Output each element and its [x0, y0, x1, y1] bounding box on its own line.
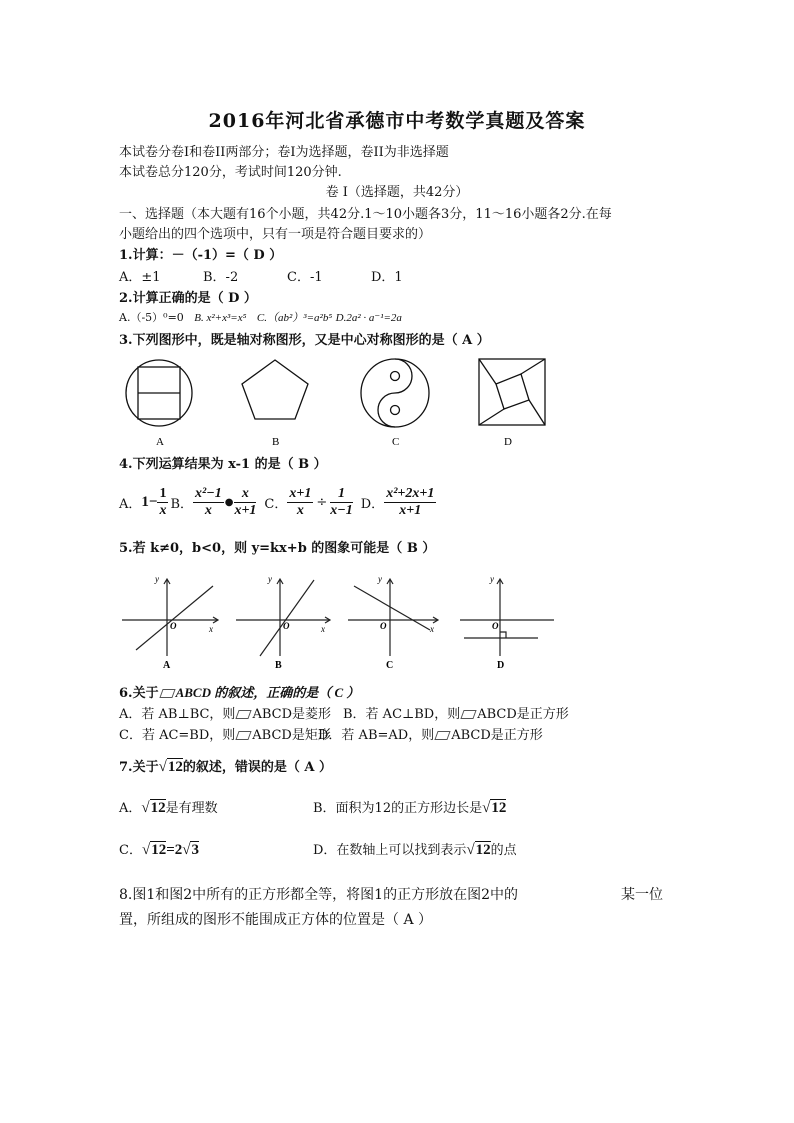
q6-option-c: C．若 AC=BD，则 ABCD是矩形	[119, 728, 331, 743]
q4-option-b-label: B．	[170, 496, 194, 512]
q7-option-c: C．√12=2√3	[119, 842, 199, 858]
q3-label-b: B	[272, 436, 280, 448]
q2-option-d: D.2a² · a⁻¹=2a	[335, 312, 402, 324]
q4-stem: 4.下列运算结果为 x-1 的是（ B ）	[119, 457, 327, 472]
q7-option-b: B．面积为12的正方形边长是√12	[313, 800, 507, 816]
parallelogram-icon	[159, 689, 175, 698]
q2-option-c: C.（ab²）³=a²b⁵	[256, 312, 333, 324]
q4-option-c-frac2: $\frac{1}{x-1}$	[330, 485, 353, 518]
parallelogram-icon	[461, 710, 477, 719]
sqrt-icon: √3	[182, 842, 199, 858]
q7-option-d: D．在数轴上可以找到表示√12的点	[313, 842, 517, 858]
q1-option-c: C．-1	[287, 270, 323, 285]
q5-label-c: C	[386, 660, 394, 671]
q2-option-b: B. x²+x³=x⁵	[194, 312, 247, 324]
q5-graph-b-x: x	[321, 624, 325, 634]
q4-option-c-frac1: $\frac{x+1}{x}$	[289, 485, 312, 518]
q5-graph-c	[348, 579, 438, 656]
q5-stem: 5.若 k≠0，b<0，则 y=kx+b 的图象可能是（ B ）	[119, 541, 436, 556]
q4-option-b-frac1: $\frac{\text{x²−1}}{x}$	[195, 485, 222, 518]
parallelogram-icon	[236, 731, 252, 740]
q5-graph-c-o: O	[380, 621, 387, 631]
sqrt-icon: √12	[158, 759, 183, 775]
q3-figure-d	[479, 359, 545, 425]
q4-option-a-label: A．	[119, 496, 142, 512]
q3-figure-c	[361, 359, 429, 427]
q5-graph-b-y: y	[268, 574, 272, 584]
q5-graph-d	[460, 579, 554, 656]
page-title: 2016年河北省承德市中考数学真题及答案	[208, 110, 586, 132]
q7-stem: 7.关于√12的叙述，错误的是（ A ）	[119, 759, 332, 775]
q3-figures	[115, 348, 555, 452]
q6-option-d: D．若 AB=AD，则 ABCD是正方形	[318, 728, 543, 743]
sqrt-icon: √12	[141, 800, 166, 816]
q5-graphs	[118, 566, 558, 672]
q4-option-d-label: D．	[360, 496, 385, 512]
intro-line-2: 本试卷总分120分，考试时间120分钟.	[119, 165, 342, 180]
q5-graph-a-y: y	[155, 574, 159, 584]
q4-option-b-op: ●	[224, 496, 234, 508]
q2-option-a: A.（-5）⁰=0	[119, 311, 184, 324]
sqrt-icon: √12	[482, 800, 507, 816]
q1-option-b: B．-2	[203, 270, 239, 285]
q5-graph-a	[122, 579, 218, 656]
q4-option-a-lead: 1−	[141, 493, 158, 510]
q5-graph-a-o: O	[170, 621, 177, 631]
q3-label-d: D	[504, 436, 512, 448]
q1-option-a: A．±1	[119, 270, 161, 285]
q8-line-1: 8.图1和图2中所有的正方形都全等，将图1的正方形放在图2中的	[119, 887, 518, 903]
q5-graph-b-o: O	[283, 621, 290, 631]
sqrt-icon: √12	[141, 842, 167, 858]
q4-option-d-frac: $\frac{\text{x²+2x+1}}{x+1}$	[386, 485, 435, 518]
q3-figure-a	[126, 360, 192, 426]
q5-label-b: B	[275, 660, 282, 671]
q5-graph-d-y: y	[490, 574, 494, 584]
q8-line-1-tail: 某一位	[621, 887, 663, 903]
q2-stem: 2.计算正确的是（ D ）	[119, 291, 257, 306]
q1-stem: 1.计算：－（-1）=（ D ）	[119, 248, 283, 263]
parallelogram-icon	[236, 710, 252, 719]
q8-line-2: 置，所组成的图形不能围成正方体的位置是（ A ）	[119, 912, 433, 928]
q7-option-a: A．√12是有理数	[119, 800, 218, 816]
q5-graph-c-x: x	[430, 624, 434, 634]
q5-label-a: A	[163, 660, 171, 671]
q1-option-d: D．1	[371, 270, 403, 285]
q4-option-c-op: ÷	[316, 494, 328, 510]
q5-graph-d-o: O	[492, 621, 499, 631]
q6-stem: 6.关于 ABCD 的叙述，正确的是（ C ）	[119, 685, 360, 701]
section1-instructions-line-2: 小题给出的四个选项中，只有一项是符合题目要求的）	[119, 227, 432, 242]
q3-stem: 3.下列图形中，既是轴对称图形，又是中心对称图形的是（ A ）	[119, 333, 490, 348]
parallelogram-icon	[435, 731, 451, 740]
q5-graph-b	[236, 579, 330, 656]
q6-option-b: B．若 AC⊥BD，则 ABCD是正方形	[343, 707, 569, 722]
q5-label-d: D	[497, 660, 505, 671]
q3-figure-b	[242, 360, 308, 419]
q5-graph-a-x: x	[209, 624, 213, 634]
intro-line-1: 本试卷分卷I和卷II两部分；卷I为选择题，卷II为非选择题	[119, 145, 449, 160]
sqrt-icon: √12	[466, 842, 491, 858]
q4-options	[119, 482, 436, 522]
q3-label-a: A	[156, 436, 164, 448]
section1-header: 卷 I（选择题，共42分）	[325, 185, 469, 200]
q4-option-c-label: C．	[264, 496, 288, 512]
q3-label-c: C	[392, 436, 400, 448]
q6-option-a: A．若 AB⊥BC，则 ABCD是菱形	[119, 707, 331, 722]
q5-graph-c-y: y	[378, 574, 382, 584]
q4-option-a-frac: $\frac{1}{x}$	[159, 485, 167, 518]
section1-instructions-line-1: 一、选择题（本大题有16个小题，共42分.1～10小题各3分，11～16小题各2分.在每	[119, 207, 612, 222]
q4-option-b-frac2: $\frac{x}{x+1}$	[234, 485, 257, 518]
q2-options	[119, 309, 402, 325]
